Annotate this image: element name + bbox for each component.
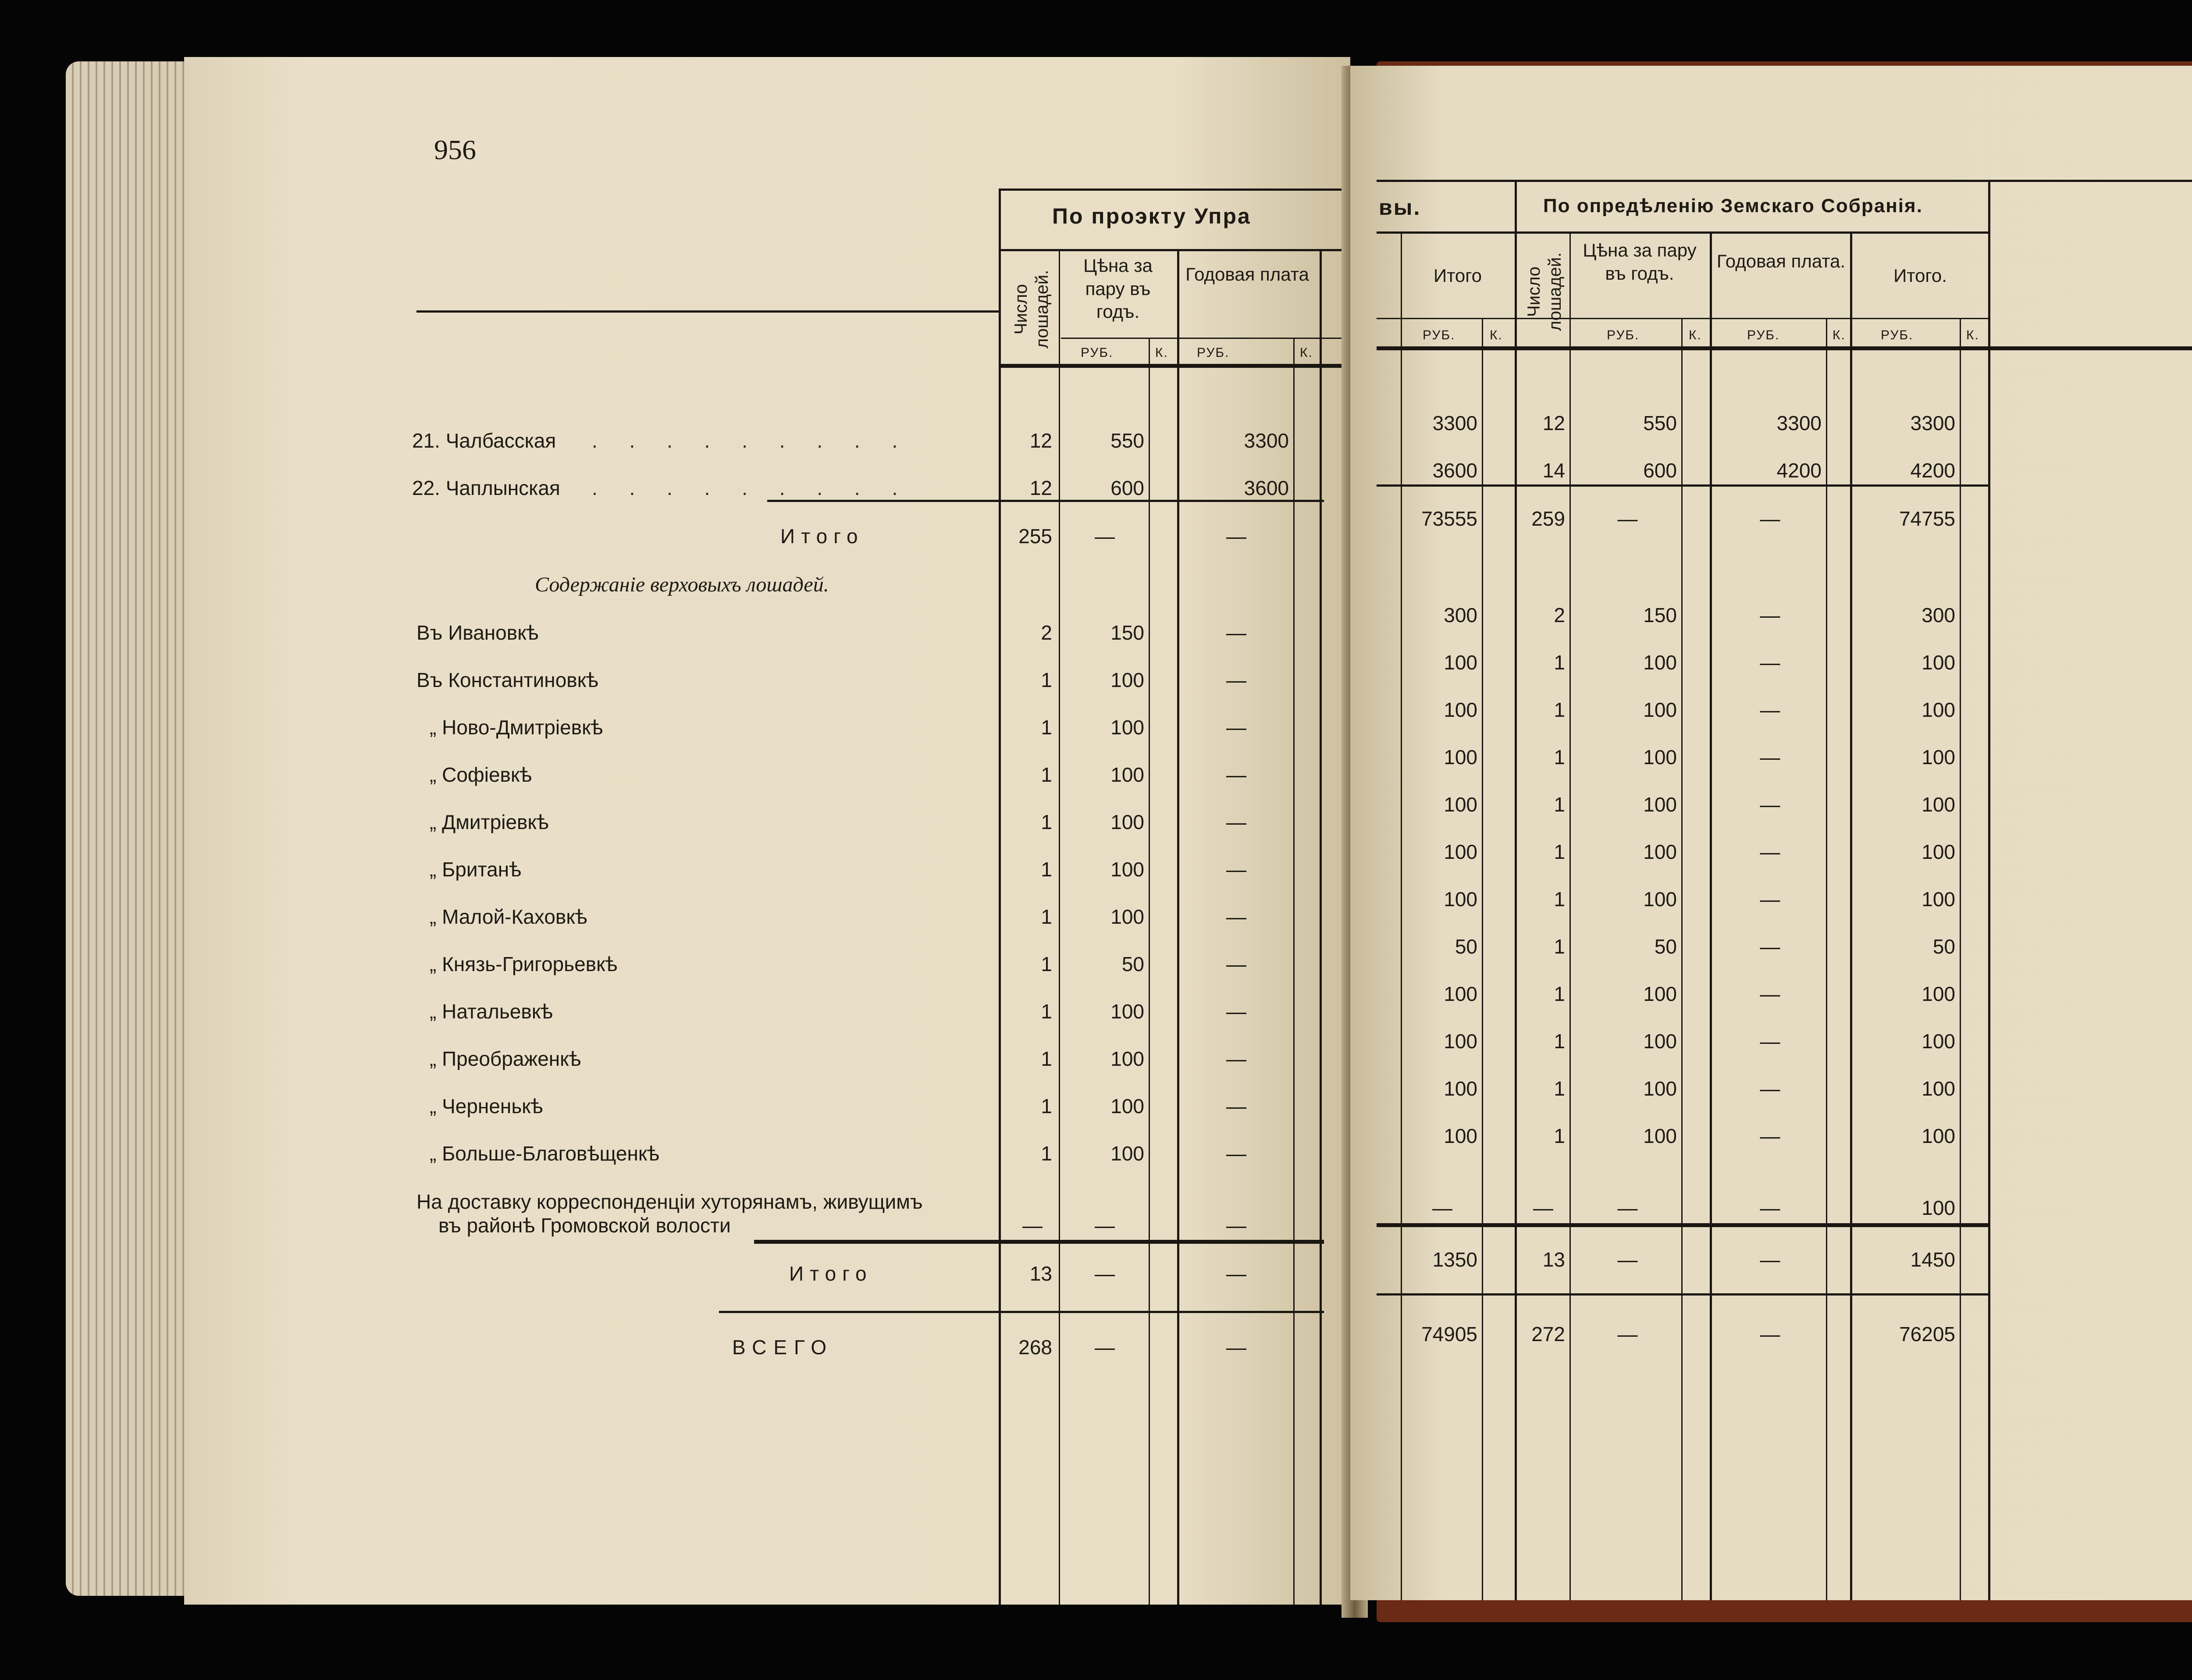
price-cell: 100: [1110, 1047, 1144, 1070]
itogo-cell: 3300: [1432, 412, 1477, 434]
annual-cell: —: [1760, 935, 1780, 958]
price-cell: 100: [1110, 1095, 1144, 1118]
annual-cell: —: [1226, 1000, 1246, 1023]
price-column-header: Цѣна за пару въ годъ.: [1583, 240, 1697, 284]
count-cell: 1: [1554, 793, 1565, 816]
itogo-cell: 100: [1444, 1125, 1477, 1147]
row-label: Въ Константиновкѣ: [416, 669, 599, 691]
itogo2-column-header: Итого.: [1893, 265, 1947, 286]
count-cell: 1: [1554, 1030, 1565, 1053]
price-cell: 100: [1643, 1077, 1677, 1100]
price-cell: 100: [1643, 1125, 1677, 1147]
subtotal-label: Итого: [780, 525, 864, 548]
row-label: „ Князь-Григорьевкѣ: [430, 953, 618, 975]
count-cell: 12: [1029, 429, 1052, 452]
row-label: „ Малой-Каховкѣ: [430, 905, 587, 928]
count-cell: 1: [1041, 1095, 1052, 1118]
itogo2-cell: 50: [1932, 935, 1955, 958]
unit-kop: К.: [1689, 328, 1702, 342]
group-header: По опредѣленію Земскаго Собранія.: [1543, 195, 1923, 217]
count-cell: 1: [1041, 1142, 1052, 1165]
total-label: ВСЕГО: [732, 1336, 834, 1359]
section-title: Содержаніе верховыхъ лошадей.: [535, 573, 829, 596]
count-cell: 12: [1542, 412, 1565, 434]
row-label: Въ Ивановкѣ: [416, 621, 539, 644]
annual-cell: —: [1226, 858, 1246, 881]
itogo-cell: 300: [1444, 604, 1477, 626]
count-cell: —: [1533, 1196, 1553, 1219]
unit-rub: РУБ.: [1881, 328, 1914, 342]
leader-dots: . . . . . . . . .: [592, 477, 911, 499]
annual-cell: —: [1760, 793, 1780, 816]
annual-cell: —: [1760, 1248, 1780, 1271]
count-cell: 272: [1531, 1323, 1565, 1345]
itogo2-cell: 100: [1922, 746, 1955, 769]
unit-rub: РУБ.: [1607, 328, 1640, 342]
count-column-header: Число лошадей.: [1524, 252, 1565, 331]
itogo2-cell: 100: [1922, 888, 1955, 911]
count-cell: 12: [1029, 477, 1052, 499]
count-cell: 1: [1041, 716, 1052, 739]
row-label: „ Больше-Благовѣщенкѣ: [430, 1142, 660, 1165]
price-cell: —: [1095, 1262, 1115, 1285]
count-cell: 2: [1554, 604, 1565, 626]
price-cell: —: [1095, 525, 1115, 548]
annual-cell: —: [1760, 1323, 1780, 1345]
count-cell: 1: [1554, 935, 1565, 958]
price-cell: —: [1617, 1248, 1638, 1271]
price-cell: 100: [1110, 1142, 1144, 1165]
delivery-label-line1: На доставку корреспонденціи хуторянамъ, живущимъ: [416, 1190, 923, 1213]
left-page: [184, 57, 1350, 1605]
itogo-cell: 100: [1444, 793, 1477, 816]
page-number: 956: [434, 134, 476, 165]
count-cell: 1: [1041, 858, 1052, 881]
count-cell: 1: [1041, 1000, 1052, 1023]
unit-rub: РУБ.: [1081, 345, 1114, 360]
annual-cell: —: [1760, 1125, 1780, 1147]
row-label: „ Дмитріевкѣ: [430, 811, 549, 833]
right-page: [1350, 66, 2192, 1600]
annual-cell: 3600: [1244, 477, 1289, 499]
price-cell: 600: [1110, 477, 1144, 499]
annual-column-header: Годовая плата.: [1716, 251, 1846, 271]
price-cell: 550: [1110, 429, 1144, 452]
count-cell: 1: [1554, 746, 1565, 769]
annual-cell: —: [1760, 840, 1780, 863]
annual-cell: —: [1226, 905, 1246, 928]
price-cell: —: [1617, 1196, 1638, 1219]
row-label: „ Британѣ: [430, 858, 522, 881]
unit-kop: К.: [1490, 328, 1503, 342]
price-cell: 150: [1643, 604, 1677, 626]
group-header: По проэкту Упра: [1052, 204, 1251, 228]
count-cell: 1: [1041, 763, 1052, 786]
price-cell: 100: [1643, 888, 1677, 911]
itogo-cell: 73555: [1421, 507, 1477, 530]
itogo2-cell: 100: [1922, 1077, 1955, 1100]
count-cell: 14: [1542, 459, 1565, 482]
annual-cell: —: [1760, 982, 1780, 1005]
annual-cell: —: [1226, 669, 1246, 691]
itogo2-cell: 100: [1922, 698, 1955, 721]
row-label: „ Черненькѣ: [430, 1095, 543, 1118]
annual-cell: —: [1760, 507, 1780, 530]
price-cell: 100: [1110, 1000, 1144, 1023]
price-cell: —: [1095, 1214, 1115, 1237]
annual-cell: —: [1226, 621, 1246, 644]
count-cell: 1: [1554, 1125, 1565, 1147]
row-label: 21. Чалбасская: [412, 429, 556, 452]
price-cell: 100: [1643, 746, 1677, 769]
annual-cell: —: [1226, 1095, 1246, 1118]
delivery-label-line2: въ районѣ Громовской волости: [438, 1214, 731, 1237]
count-cell: 1: [1554, 698, 1565, 721]
annual-cell: —: [1760, 1030, 1780, 1053]
unit-rub: РУБ.: [1423, 328, 1455, 342]
leader-dots: . . . . . . . . .: [592, 429, 911, 452]
count-cell: 255: [1018, 525, 1052, 548]
itogo-cell: 100: [1444, 698, 1477, 721]
group-header-continuation: вы.: [1379, 195, 1421, 220]
itogo2-cell: 100: [1922, 1125, 1955, 1147]
annual-cell: —: [1226, 716, 1246, 739]
itogo2-cell: 76205: [1899, 1323, 1955, 1345]
price-column-header: Цѣна за пару въ годъ.: [1083, 255, 1153, 322]
row-label: 22. Чаплынская: [412, 477, 560, 499]
price-cell: —: [1617, 507, 1638, 530]
itogo-cell: —: [1432, 1196, 1452, 1219]
itogo-cell: 3600: [1432, 459, 1477, 482]
annual-cell: 4200: [1776, 459, 1822, 482]
count-cell: 1: [1041, 953, 1052, 975]
annual-cell: —: [1226, 1262, 1246, 1285]
price-cell: 100: [1110, 811, 1144, 833]
price-cell: —: [1617, 1323, 1638, 1345]
annual-cell: 3300: [1244, 429, 1289, 452]
unit-kop: К.: [1966, 328, 1979, 342]
unit-kop: К.: [1833, 328, 1846, 342]
price-cell: 100: [1110, 669, 1144, 691]
itogo-column-header: Итого: [1433, 265, 1482, 286]
price-cell: 100: [1110, 858, 1144, 881]
annual-cell: —: [1760, 698, 1780, 721]
itogo2-cell: 74755: [1899, 507, 1955, 530]
price-cell: 100: [1643, 1030, 1677, 1053]
count-cell: —: [1022, 1214, 1043, 1237]
price-cell: 100: [1110, 905, 1144, 928]
itogo-cell: 50: [1455, 935, 1477, 958]
row-label: „ Софіевкѣ: [430, 763, 532, 786]
count-cell: 13: [1029, 1262, 1052, 1285]
count-cell: 13: [1542, 1248, 1565, 1271]
count-cell: 1: [1554, 982, 1565, 1005]
annual-cell: —: [1760, 888, 1780, 911]
price-cell: 100: [1643, 840, 1677, 863]
price-cell: 150: [1110, 621, 1144, 644]
annual-cell: —: [1760, 1077, 1780, 1100]
count-cell: 1: [1554, 1077, 1565, 1100]
unit-kop: К.: [1300, 345, 1313, 360]
price-cell: 100: [1643, 982, 1677, 1005]
count-column-header: Число лошадей.: [1011, 270, 1052, 349]
itogo-cell: 74905: [1421, 1323, 1477, 1345]
price-cell: —: [1095, 1336, 1115, 1359]
price-cell: 50: [1121, 953, 1144, 975]
itogo2-cell: 100: [1922, 1030, 1955, 1053]
itogo-cell: 100: [1444, 651, 1477, 674]
itogo2-cell: 100: [1922, 1196, 1955, 1219]
price-cell: 100: [1110, 763, 1144, 786]
annual-cell: —: [1226, 1047, 1246, 1070]
itogo2-cell: 100: [1922, 982, 1955, 1005]
itogo-cell: 100: [1444, 982, 1477, 1005]
count-cell: 259: [1531, 507, 1565, 530]
annual-cell: —: [1760, 746, 1780, 769]
itogo2-cell: 100: [1922, 793, 1955, 816]
price-cell: 50: [1654, 935, 1677, 958]
itogo-cell: 100: [1444, 888, 1477, 911]
unit-rub: РУБ.: [1747, 328, 1780, 342]
itogo-cell: 100: [1444, 840, 1477, 863]
itogo-cell: 100: [1444, 1030, 1477, 1053]
annual-cell: —: [1226, 763, 1246, 786]
count-cell: 1: [1554, 840, 1565, 863]
count-cell: 2: [1041, 621, 1052, 644]
itogo2-cell: 4200: [1910, 459, 1955, 482]
annual-cell: —: [1760, 651, 1780, 674]
row-label: „ Натальевкѣ: [430, 1000, 553, 1023]
count-cell: 1: [1041, 905, 1052, 928]
annual-cell: —: [1226, 525, 1246, 548]
count-cell: 268: [1018, 1336, 1052, 1359]
itogo2-cell: 300: [1922, 604, 1955, 626]
annual-cell: —: [1226, 1336, 1246, 1359]
annual-cell: —: [1226, 1142, 1246, 1165]
annual-cell: —: [1226, 953, 1246, 975]
itogo2-cell: 1450: [1910, 1248, 1955, 1271]
itogo-cell: 1350: [1432, 1248, 1477, 1271]
annual-cell: 3300: [1776, 412, 1822, 434]
price-cell: 100: [1643, 651, 1677, 674]
subtotal-label: Итого: [789, 1262, 873, 1285]
count-cell: 1: [1041, 669, 1052, 691]
count-cell: 1: [1041, 1047, 1052, 1070]
unit-rub: РУБ.: [1197, 345, 1230, 360]
annual-cell: —: [1760, 1196, 1780, 1219]
price-cell: 550: [1643, 412, 1677, 434]
count-cell: 1: [1554, 651, 1565, 674]
unit-kop: К.: [1155, 345, 1168, 360]
itogo-cell: 100: [1444, 746, 1477, 769]
itogo2-cell: 3300: [1910, 412, 1955, 434]
itogo2-cell: 100: [1922, 840, 1955, 863]
book-page-edges-left: [66, 61, 197, 1596]
count-cell: 1: [1041, 811, 1052, 833]
itogo2-cell: 100: [1922, 651, 1955, 674]
row-label: „ Ново-Дмитріевкѣ: [430, 716, 603, 739]
row-label: „ Преображенкѣ: [430, 1047, 581, 1070]
price-cell: 100: [1643, 793, 1677, 816]
price-cell: 100: [1643, 698, 1677, 721]
annual-cell: —: [1226, 1214, 1246, 1237]
count-cell: 1: [1554, 888, 1565, 911]
annual-column-header: Годовая плата: [1185, 264, 1309, 285]
itogo-cell: 100: [1444, 1077, 1477, 1100]
annual-cell: —: [1226, 811, 1246, 833]
annual-cell: —: [1760, 604, 1780, 626]
price-cell: 100: [1110, 716, 1144, 739]
price-cell: 600: [1643, 459, 1677, 482]
